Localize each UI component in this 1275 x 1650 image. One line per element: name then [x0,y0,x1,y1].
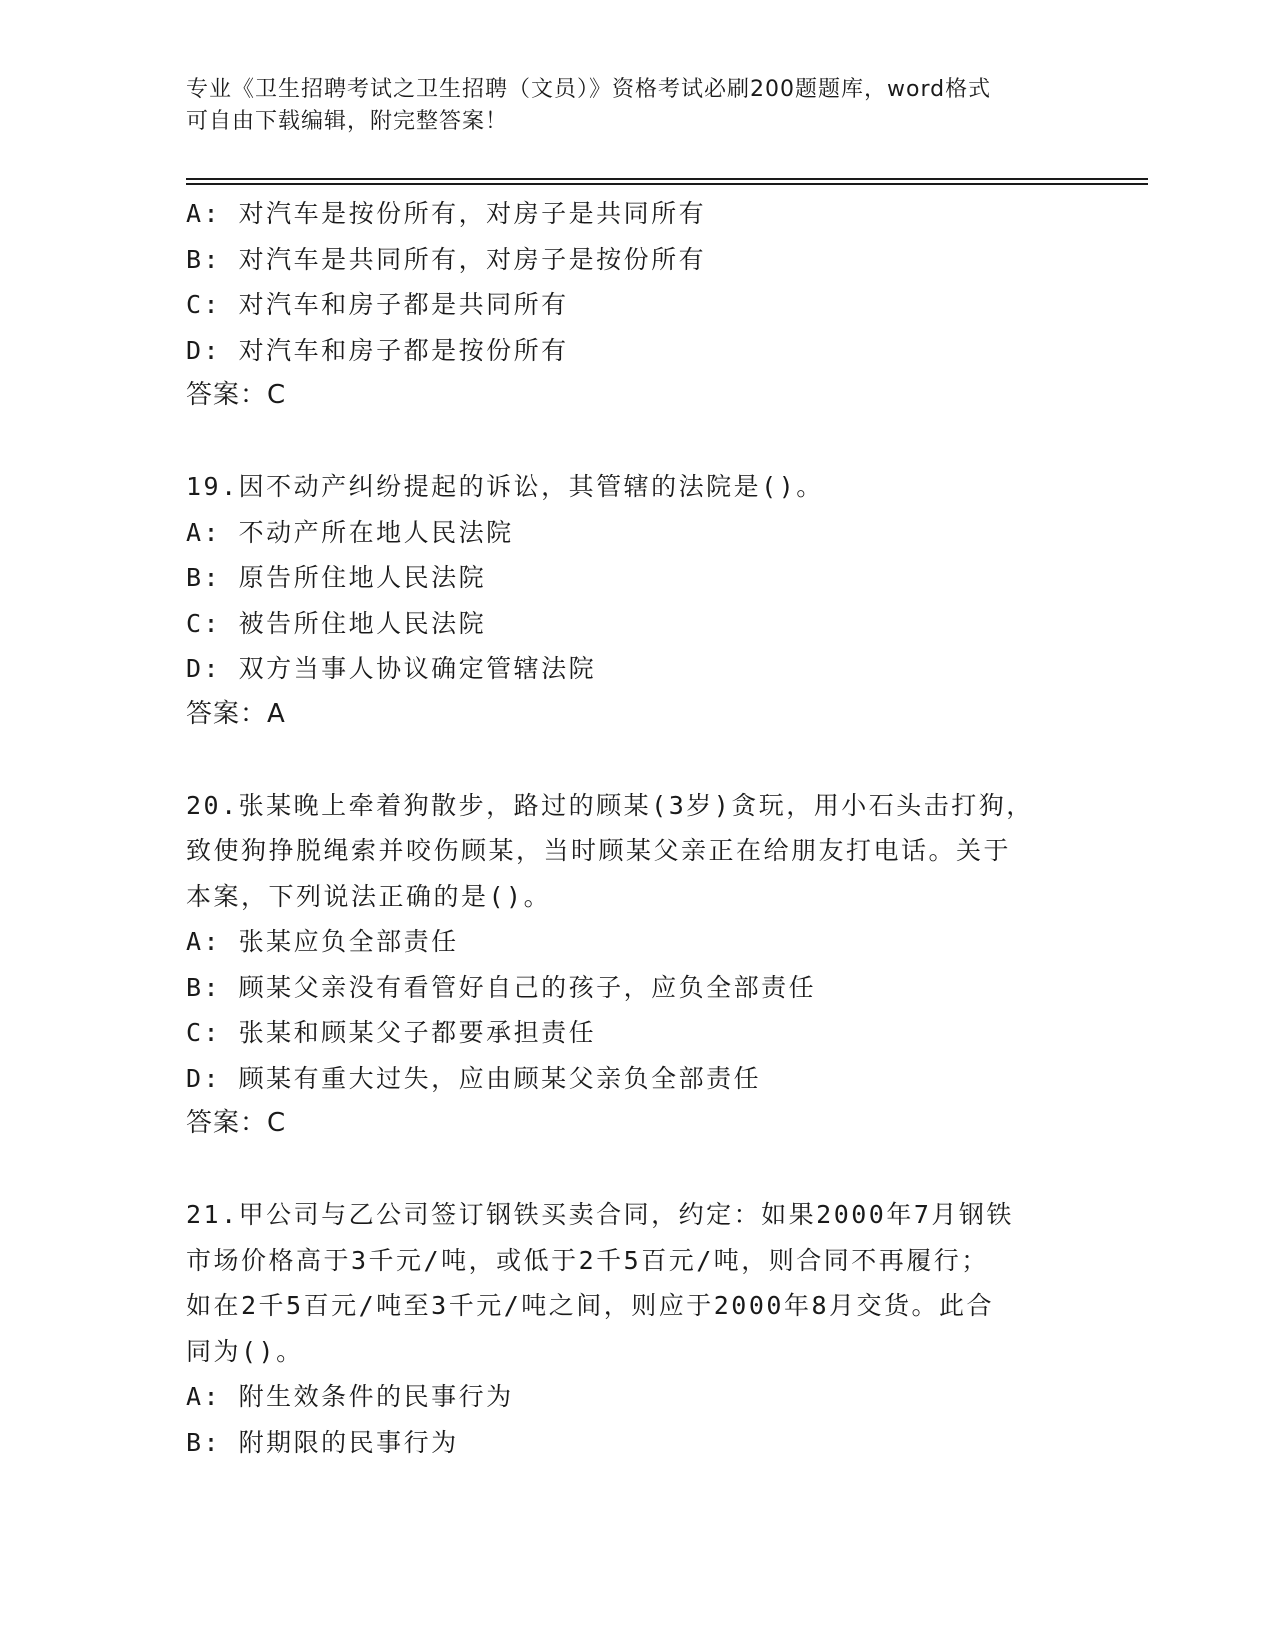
document-header [186,74,1086,138]
spacer [186,737,1086,783]
question-stem: 市场价格高于3千元/吨，或低于2千5百元/吨，则合同不再履行； [186,1245,989,1275]
option-a: A: 不动产所在地人民法院 [186,517,514,547]
question-stem: 本案，下列说法正确的是()。 [186,881,552,911]
question-stem: 同为()。 [186,1336,304,1366]
option-b: B: 对汽车是共同所有，对房子是按份所有 [186,244,707,274]
question-21 [186,1192,1086,1465]
question-stem: 19.因不动产纠纷提起的诉讼，其管辖的法院是()。 [186,472,824,501]
question-stem: 21.甲公司与乙公司签订钢铁买卖合同，约定：如果2000年7月钢铁 [186,1200,1014,1229]
spacer [186,1147,1086,1193]
option-c: C: 对汽车和房子都是共同所有 [186,290,569,319]
option-b: B: 顾某父亲没有看管好自己的孩子，应负全部责任 [186,972,817,1002]
question-stem: 20.张某晚上牵着狗散步，路过的顾某(3岁)贪玩，用小石头击打狗， [186,790,1034,820]
question-19 [186,464,1086,737]
option-a: A: 对汽车是按份所有，对房子是共同所有 [186,199,707,228]
option-b: B: 附期限的民事行为 [186,1427,459,1457]
option-a: A: 张某应负全部责任 [186,927,459,956]
question-18-continued [186,191,1086,419]
option-d: D: 对汽车和房子都是按份所有 [186,335,569,365]
option-c: C: 被告所住地人民法院 [186,608,487,638]
option-c: C: 张某和顾某父子都要承担责任 [186,1018,597,1047]
spacer [186,419,1086,465]
option-a: A: 附生效条件的民事行为 [186,1382,514,1411]
answer: 答案：C [186,1108,287,1138]
header-divider-bottom [186,183,1148,185]
header-line-1: 专业《卫生招聘考试之卫生招聘（文员）》资格考试必刷200题题库，word格式 [186,77,992,102]
question-stem: 致使狗挣脱绳索并咬伤顾某，当时顾某父亲正在给朋友打电话。关于 [186,836,1012,865]
option-d: D: 顾某有重大过失，应由顾某父亲负全部责任 [186,1063,762,1093]
question-content [186,191,1086,1465]
question-20 [186,783,1086,1147]
option-d: D: 双方当事人协议确定管辖法院 [186,654,597,683]
answer: 答案：A [186,698,286,729]
header-divider-top [186,178,1148,180]
question-stem: 如在2千5百元/吨至3千元/吨之间，则应于2000年8月交货。此合 [186,1291,995,1320]
header-line-2: 可自由下载编辑，附完整答案！ [186,109,509,134]
answer: 答案：C [186,380,287,410]
option-b: B: 原告所住地人民法院 [186,563,487,592]
